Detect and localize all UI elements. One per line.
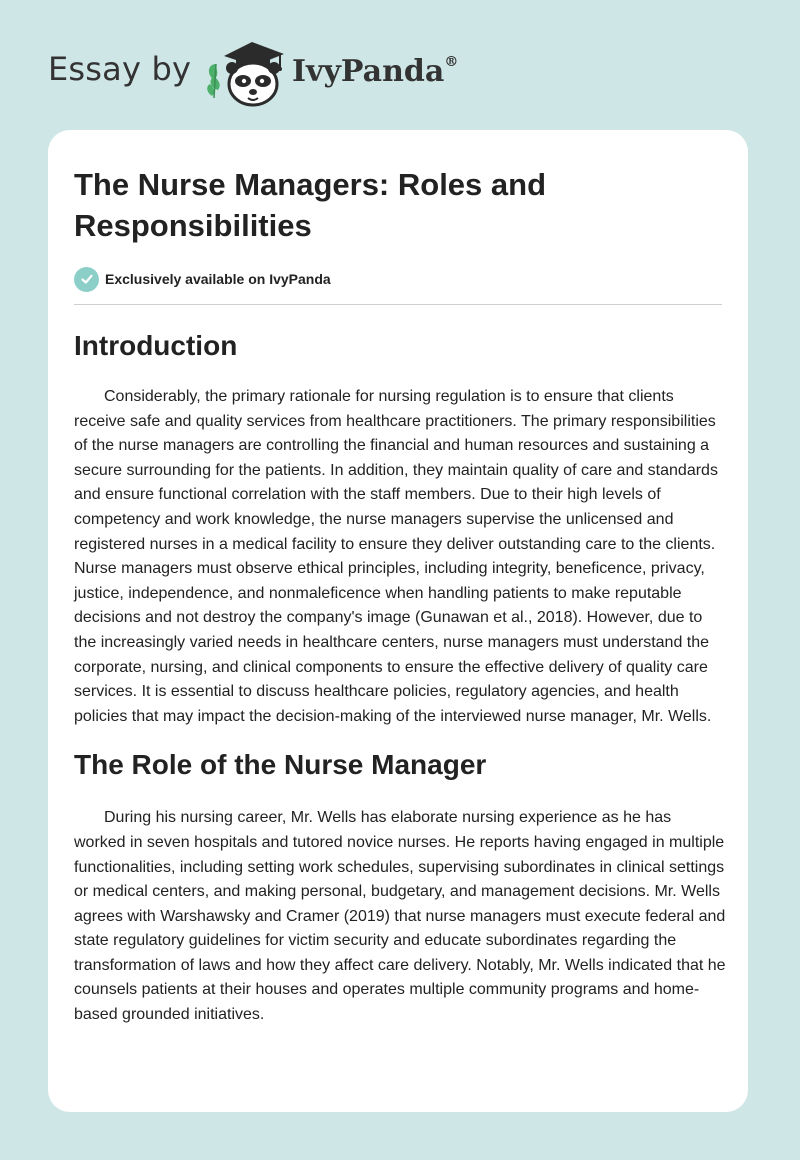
essay-card — [48, 130, 748, 1112]
registered-mark: ® — [444, 54, 459, 70]
page-title: The Nurse Managers: Roles and Responsibilities — [74, 167, 547, 243]
section-heading-role: The Role of the Nurse Manager — [74, 749, 487, 781]
divider — [74, 304, 722, 305]
exclusive-badge — [74, 266, 722, 292]
brand-name: IvyPanda® — [292, 54, 459, 89]
exclusive-label: Exclusively available on IvyPanda — [105, 271, 331, 287]
brand-prefix: Essay by — [48, 50, 192, 88]
section-paragraph-introduction: Considerably, the primary rationale for nursing regulation is to ensure that clients receive safe and quality services from healthcare practitioners. The primary responsibilities of the nurse managers are controlling the financial and human resources and sustaining a secure surrounding for the patients. In addition, they maintain quality of care and standards and ensure functional correlation with the staff members. Due to their high levels of competency and work knowledge, the nurse managers supervise the unlicensed and registered nurses in a medical facility to ensure they deliver outstanding care to the clients. Nurse managers must observe ethical principles, including integrity, beneficence, privacy, justice, independence, and nonmaleficence when handling patients to make reputable decisions and not destroy the company's image (Gunawan et al., 2018). However, due to the increasingly varied needs in healthcare centers, nurse managers must understand the corporate, nursing, and clinical components to ensure the effective delivery of quality care services. It is essential to discuss healthcare policies, regulatory agencies, and health policies that may impact the decision-making of the interviewed nurse manager, Mr. Wells. — [74, 388, 718, 725]
section-paragraph-role: During his nursing career, Mr. Wells has elaborate nursing experience as he has worked in seven hospitals and tutored novice nurses. He reports having engaged in multiple functionalities, including setting work schedules, supervising subordinates in clinical settings or medical centers, and making personal, budgetary, and management decisions. Mr. Wells agrees with Warshawsky and Cramer (2019) that nurse managers must execute federal and state regulatory guidelines for victim security and educate subordinates regarding the transformation of laws and how they affect care delivery. Notably, Mr. Wells indicated that he counsels patients at their houses and operates multiple community programs and home-based grounded initiatives. — [74, 809, 726, 1024]
section-heading-introduction: Introduction — [74, 330, 238, 361]
site-header-brand[interactable] — [48, 34, 508, 114]
panda-graduate-logo-icon — [202, 34, 292, 110]
checkmark-icon — [74, 267, 99, 292]
ivy-leaf-icon — [207, 64, 219, 98]
